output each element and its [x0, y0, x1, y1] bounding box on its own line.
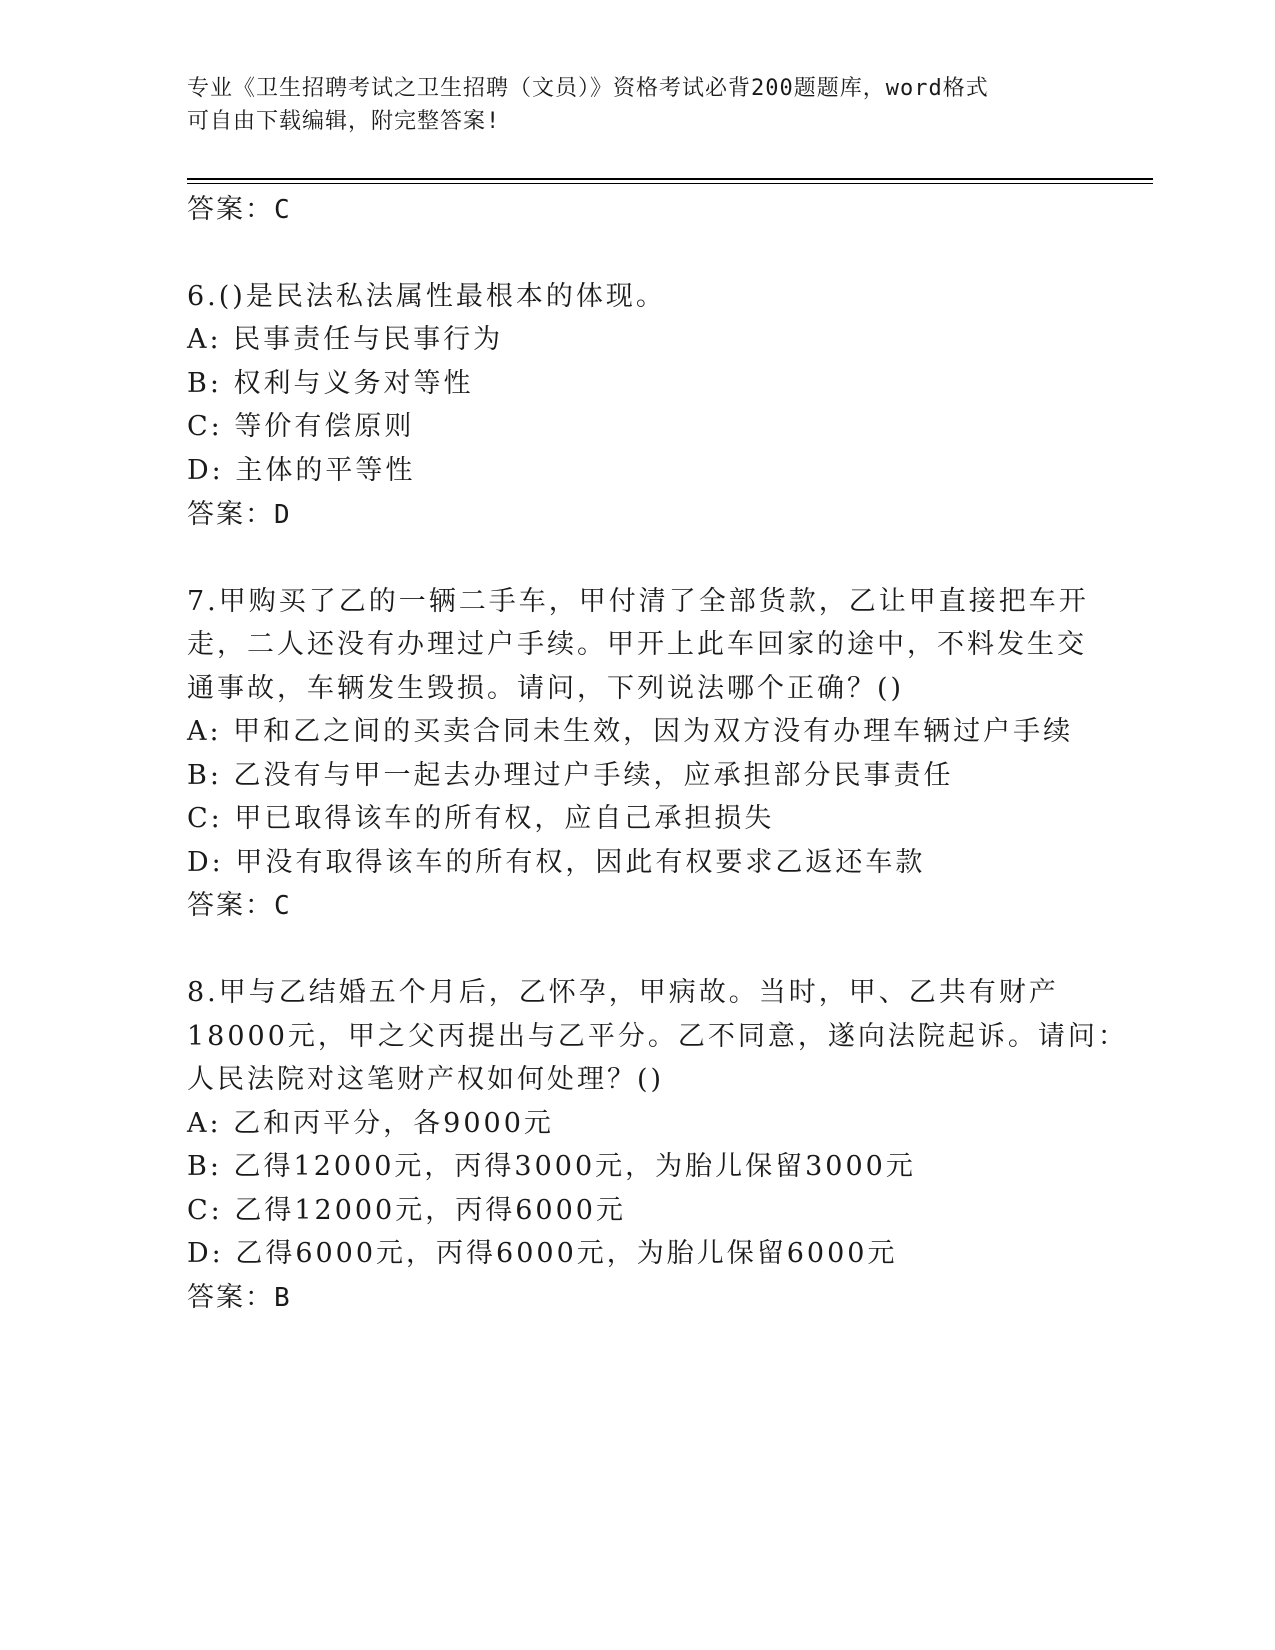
question-6-stem: 6.()是民法私法属性最根本的体现。 [187, 281, 666, 312]
answer-value: B [274, 1283, 292, 1313]
question-8-stem-line-3: 人民法院对这笔财产权如何处理？() [187, 1064, 665, 1095]
answer-value: C [274, 195, 292, 225]
question-7-option-c: C: 甲已取得该车的所有权，应自己承担损失 [187, 803, 775, 834]
answer-label: 答案： [187, 890, 274, 921]
header-line-2: 可自由下载编辑，附完整答案! [187, 109, 501, 134]
header-rule-thin [187, 183, 1153, 184]
question-8-option-a: A: 乙和丙平分，各9000元 [187, 1108, 554, 1139]
answer-label: 答案： [187, 1282, 274, 1313]
question-7-stem-line-1: 7.甲购买了乙的一辆二手车，甲付清了全部货款，乙让甲直接把车开 [187, 586, 1089, 617]
question-6-option-a: A: 民事责任与民事行为 [187, 324, 504, 355]
question-7-stem-line-3: 通事故，车辆发生毁损。请问，下列说法哪个正确？() [187, 673, 905, 704]
question-8-stem-line-2: 18000元，甲之父丙提出与乙平分。乙不同意，遂向法院起诉。请问： [187, 1021, 1128, 1052]
header-rule-thick [187, 178, 1153, 180]
question-8-option-d: D: 乙得6000元，丙得6000元，为胎儿保留6000元 [187, 1238, 898, 1269]
question-7-option-b: B: 乙没有与甲一起去办理过户手续，应承担部分民事责任 [187, 760, 954, 791]
question-6-option-b: B: 权利与义务对等性 [187, 368, 474, 399]
question-7-stem-line-2: 走，二人还没有办理过户手续。甲开上此车回家的途中，不料发生交 [187, 629, 1087, 660]
question-6-option-d: D: 主体的平等性 [187, 455, 416, 486]
question-8-option-c: C: 乙得12000元，丙得6000元 [187, 1195, 626, 1226]
question-6-answer [187, 492, 292, 531]
document-header [187, 72, 1087, 138]
question-6-option-c: C: 等价有偿原则 [187, 411, 415, 442]
question-7-option-d: D: 甲没有取得该车的所有权，因此有权要求乙返还车款 [187, 847, 926, 878]
question-7-answer [187, 883, 292, 922]
question-8-option-b: B: 乙得12000元，丙得3000元，为胎儿保留3000元 [187, 1151, 916, 1182]
answer-value: C [274, 891, 292, 921]
answer-value: D [274, 500, 292, 530]
question-7-option-a: A: 甲和乙之间的买卖合同未生效，因为双方没有办理车辆过户手续 [187, 716, 1074, 747]
answer-label: 答案： [187, 499, 274, 530]
question-8-answer [187, 1275, 292, 1314]
header-line-1: 专业《卫生招聘考试之卫生招聘（文员）》资格考试必背200题题库，word格式 [187, 76, 989, 101]
answer-prev [187, 187, 292, 226]
answer-label: 答案： [187, 194, 274, 225]
question-8-stem-line-1: 8.甲与乙结婚五个月后，乙怀孕，甲病故。当时，甲、乙共有财产 [187, 977, 1059, 1008]
